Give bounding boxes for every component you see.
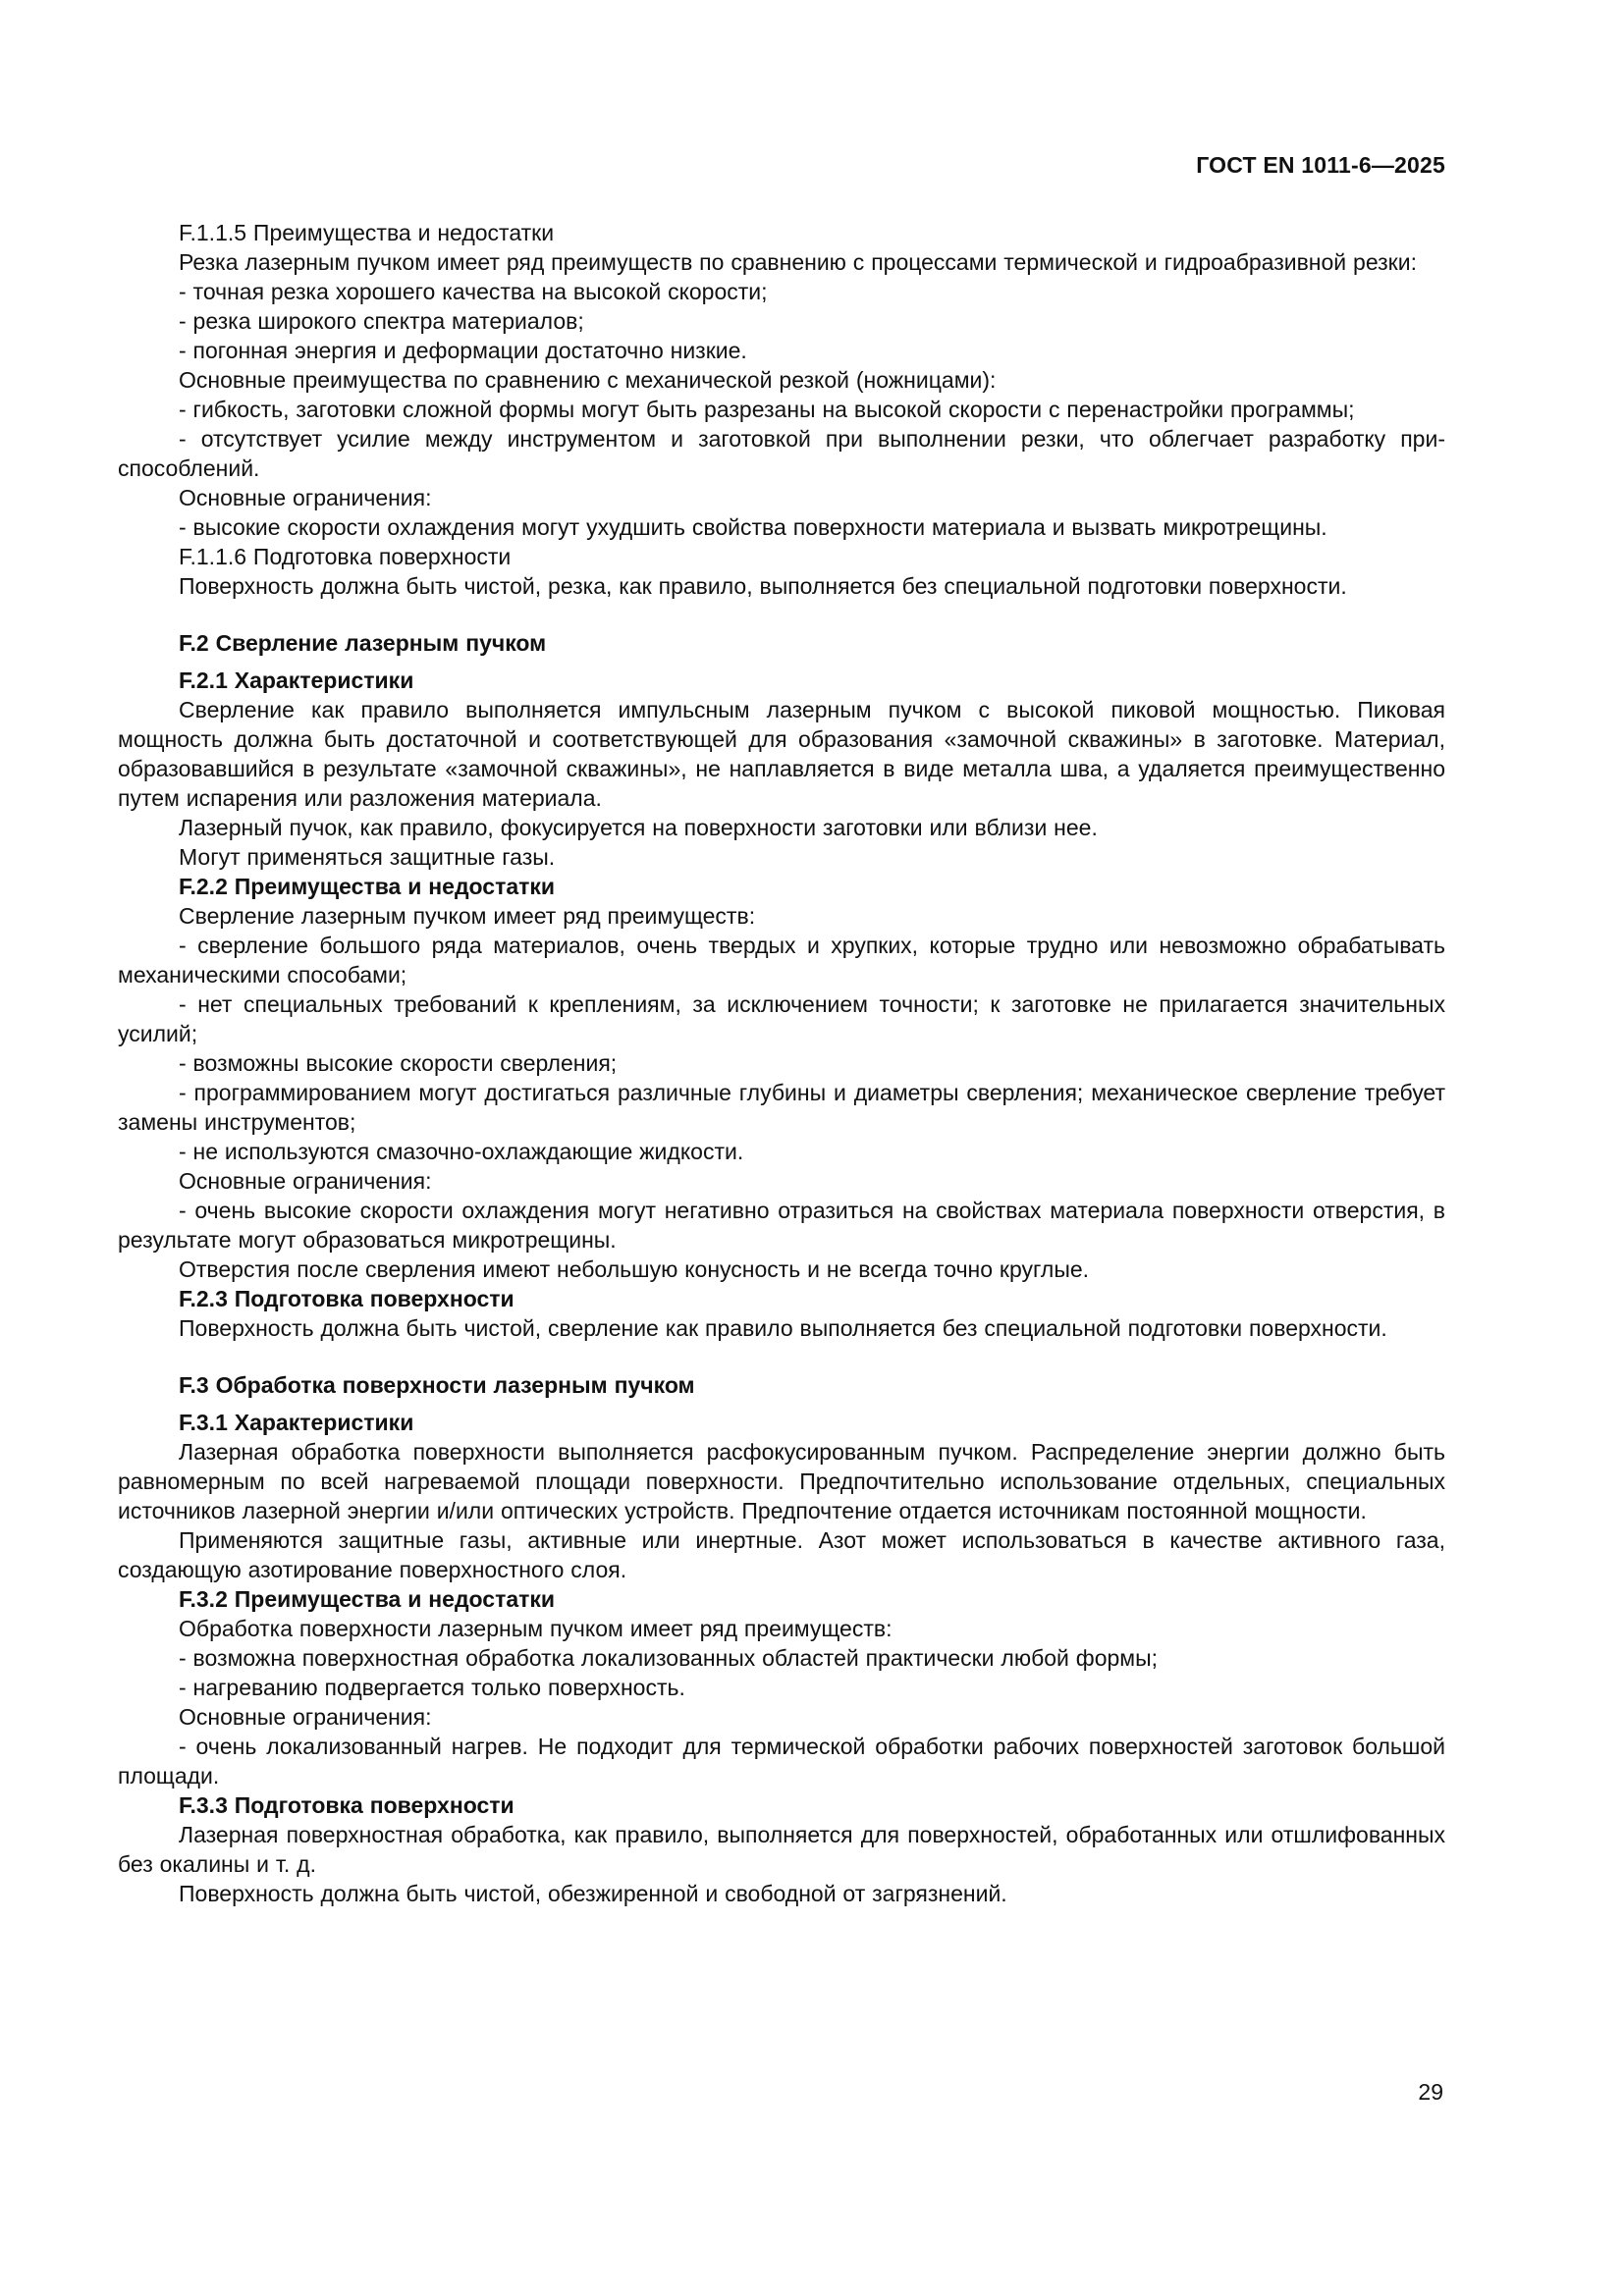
subsection-heading: F.3.3 Подготовка поверхности xyxy=(179,1792,514,1818)
paragraph: Могут применяться защитные газы. xyxy=(179,844,556,870)
paragraph: Основные ограничения: xyxy=(179,485,432,510)
paragraph: Поверхность должна быть чистой, резка, как правило, выполняется без специальной подготовки поверхности. xyxy=(179,573,1347,599)
paragraph: - точная резка хорошего качества на высокой скорости; xyxy=(179,279,768,304)
paragraph: F.1.1.6 Подготовка поверхности xyxy=(179,544,512,569)
paragraph: Отверстия после сверления имеют небольшую конусность и не всегда точно круглые. xyxy=(179,1256,1090,1282)
paragraph: - нагреванию подвергается только поверхность. xyxy=(179,1675,685,1700)
document-number-header: ГОСТ EN 1011-6—2025 xyxy=(1196,152,1445,178)
paragraph: - очень локализованный нагрев. Не подходит для термической обработки рабочих поверхностей заготовок большой площади. xyxy=(118,1734,1445,1789)
section-heading: F.3 Обработка поверхности лазерным пучком xyxy=(179,1372,695,1398)
paragraph: Основные ограничения: xyxy=(179,1704,432,1730)
paragraph: Обработка поверхности лазерным пучком имеет ряд преимуществ: xyxy=(179,1616,893,1641)
paragraph: - очень высокие скорости охлаждения могут негативно отразиться на свойствах материала поверхности отверстия, в результате могут образоваться микротрещины. xyxy=(118,1198,1445,1253)
subsection-heading: F.3.2 Преимущества и недостатки xyxy=(179,1586,556,1612)
paragraph: Лазерная поверхностная обработка, как правило, выполняется для поверхностей, обработанных или отшлифованных без окалины и т. д. xyxy=(118,1822,1445,1877)
subsection-heading: F.2.3 Подготовка поверхности xyxy=(179,1286,514,1311)
paragraph: - возможны высокие скорости сверления; xyxy=(179,1050,618,1076)
paragraph: Сверление лазерным пучком имеет ряд преимуществ: xyxy=(179,903,756,929)
paragraph: - отсутствует усилие между инструментом и заготовкой при выполнении резки, что облегчает разработку приспособлений. xyxy=(118,426,1445,481)
paragraph: - погонная энергия и деформации достаточно низкие. xyxy=(179,338,747,363)
paragraph: F.1.1.5 Преимущества и недостатки xyxy=(179,220,555,245)
paragraph: Основные преимущества по сравнению с механической резкой (ножницами): xyxy=(179,367,997,393)
paragraph: Поверхность должна быть чистой, сверление как правило выполняется без специальной подготовки поверхности. xyxy=(179,1315,1387,1341)
paragraph: - нет специальных требований к креплениям, за исключением точности; к заготовке не прилагается значительных усилий; xyxy=(118,991,1445,1046)
paragraph: Лазерная обработка поверхности выполняется расфокусированным пучком. Распределение энергии должно быть равномерным по всей нагреваемой площади поверхности. Предпочтительно использование отдельных, специальных источников лазерной энергии и/или оптических устройств. Предпочтение отдается источникам постоянной мощности. xyxy=(118,1439,1445,1523)
paragraph: Сверление как правило выполняется импульсным лазерным пучком с высокой пиковой мощностью. Пиковая мощность должна быть достаточной и соответствующей для образования «замочной скважины» в заготовке. Материал, образовавшийся в результате «замочной скважины», не наплавляется в виде металла шва, а удаляется преимущественно путем испарения или разложения материала. xyxy=(118,697,1445,811)
paragraph: Резка лазерным пучком имеет ряд преимуществ по сравнению с процессами термической и гидроабразивной резки: xyxy=(179,249,1417,275)
paragraph: Применяются защитные газы, активные или инертные. Азот может использоваться в качестве активного газа, создающую азотирование поверхностного слоя. xyxy=(118,1527,1445,1582)
paragraph: - возможна поверхностная обработка локализованных областей практически любой формы; xyxy=(179,1645,1159,1671)
paragraph: Лазерный пучок, как правило, фокусируется на поверхности заготовки или вблизи нее. xyxy=(179,815,1098,840)
subsection-heading: F.3.1 Характеристики xyxy=(179,1410,414,1435)
document-body xyxy=(118,218,1445,1908)
paragraph: Основные ограничения: xyxy=(179,1168,432,1194)
subsection-heading: F.2.1 Характеристики xyxy=(179,667,414,693)
paragraph: - резка широкого спектра материалов; xyxy=(179,308,584,334)
section-heading: F.2 Сверление лазерным пучком xyxy=(179,630,547,656)
paragraph: - высокие скорости охлаждения могут ухудшить свойства поверхности материала и вызвать микротрещины. xyxy=(179,514,1327,540)
paragraph: - сверление большого ряда материалов, очень твердых и хрупких, которые трудно или невозможно обрабатывать механическими способами; xyxy=(118,933,1445,988)
paragraph: - гибкость, заготовки сложной формы могут быть разрезаны на высокой скорости с перенастройки программы; xyxy=(179,397,1355,422)
page-number: 29 xyxy=(1418,2079,1443,2105)
subsection-heading: F.2.2 Преимущества и недостатки xyxy=(179,874,556,899)
paragraph: Поверхность должна быть чистой, обезжиренной и свободной от загрязнений. xyxy=(179,1881,1007,1906)
paragraph: - не используются смазочно-охлаждающие жидкости. xyxy=(179,1139,744,1164)
paragraph: - программированием могут достигаться различные глубины и диаметры сверления; механическое сверление требует замены инструментов; xyxy=(118,1080,1445,1135)
